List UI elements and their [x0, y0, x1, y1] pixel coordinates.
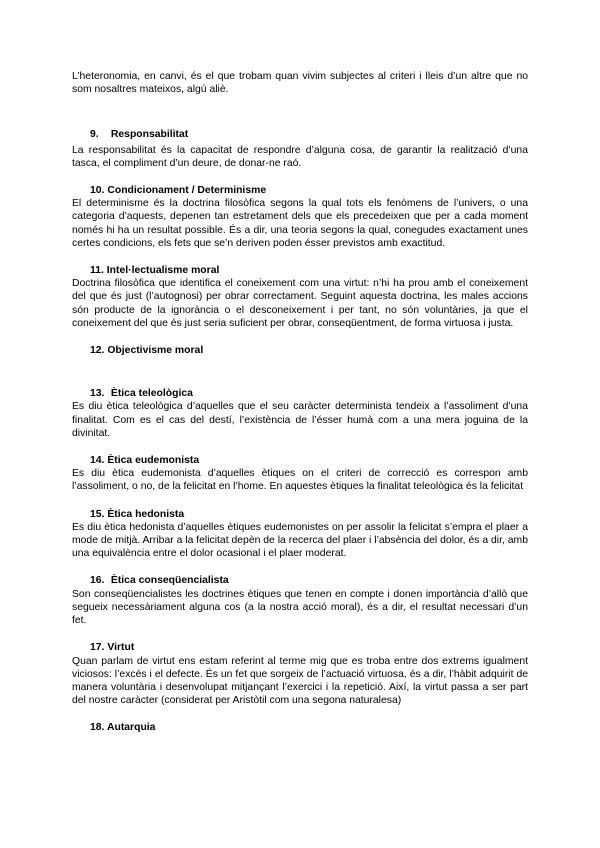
section-heading [72, 128, 528, 141]
section-title: Objectivisme moral [107, 345, 204, 357]
section-body: El determinisme és la doctrina filosòfica segons la qual tots els fenòmens de l’univers, o una categoria d’aquests, depenen tan estretament dels que els precedeixen que per a cada moment només hi ha un resultat possible. És a dir, una teoria segons la qual, conegudes exactament unes certes condicions, els fets que se’n deriven poden ésser previstos amb exactitud. [72, 198, 528, 249]
section-body: Es diu ètica eudemonista d’aquelles ètiques on el criteri de correcció es correspon amb l’assoliment, o no, de la felicitat en l’home. En aquestes ètiques la finalitat teleològica és la felicitat [72, 468, 528, 493]
section-body: Doctrina filosòfica que identifica el coneixement com una virtut: n’hi ha prou amb el coneixement del que és just (l’autognosi) per obrar correctament. Seguint aquesta doctrina, les males accions són producte de la ignorància o el desconeixement i per tant, no són voluntàries, ja que el coneixement del que és just seria suficient per obrar, conseqüentment, de forma virtuosa i justa. [72, 278, 528, 329]
section-title: Autarquia [106, 722, 156, 734]
section-body: Es diu ètica teleològica d’aquelles que el seu caràcter determinista tendeix a l’assoliment d’una finalitat. Com es el cas del destí, l’existència de l’ésser humà com a una mera joguina de la divinitat. [72, 401, 528, 439]
section-heading [72, 574, 528, 587]
section-number: 18. [90, 722, 105, 734]
section-heading [72, 508, 528, 521]
section-determinisme [72, 184, 528, 250]
section-responsabilitat [72, 128, 528, 170]
section-body: Son conseqüencialistes les doctrines ètiques que tenen en compte i donen importància d’allò que segueix necessàriament alguna cos (a la nostra acció moral), és a dir, el resultat necessari d’un fet. [72, 588, 528, 627]
section-title: Intel·lectualisme moral [106, 265, 220, 277]
section-heading [72, 184, 528, 197]
section-heading [72, 264, 528, 277]
section-title: Ètica teleològica [110, 388, 193, 400]
section-title: Virtut [107, 642, 135, 654]
section-objectivisme [72, 344, 528, 357]
section-autarquia [72, 721, 528, 734]
section-number: 10. [90, 185, 105, 197]
section-title: Condicionament / Determinisme [107, 185, 267, 197]
section-title: Ètica conseqüencialista [110, 575, 229, 587]
section-title: Ètica eudemonista [107, 455, 200, 467]
section-etica-teleologica [72, 387, 528, 440]
section-etica-hedonista [72, 508, 528, 561]
section-body: La responsabilitat és la capacitat de respondre d’alguna cosa, de garantir la realització d’una tasca, el compliment d’un deure, de donar-ne raó. [72, 144, 528, 169]
section-number: 15. [90, 508, 105, 520]
section-heading [72, 641, 528, 654]
section-number: 11. [90, 265, 104, 277]
section-title: Ètica hedonista [107, 508, 185, 520]
section-heading [72, 344, 528, 357]
section-number: 9. [90, 129, 99, 141]
section-body: Quan parlam de virtut ens estam referint al terme mig que es troba entre dos extrems igualment viciosos: l’excés i el defecte. És un fet que sorgeix de l’actuació virtuosa, és a dir, l’hàbit adquirit de manera voluntària i desenvolupat mitjançant l’exercici i la repetició. Així, la virtut passa a ser part del nostre caràcter (considerat per Aristòtil com una segona naturalesa) [72, 655, 528, 707]
section-number: 13. [90, 388, 105, 400]
section-etica-eudemonista [72, 454, 528, 494]
section-heading [72, 387, 528, 400]
section-number: 14. [90, 455, 105, 467]
section-intellectualisme [72, 264, 528, 330]
section-heading [72, 721, 528, 734]
section-heading [72, 454, 528, 467]
section-number: 16. [90, 575, 105, 587]
intro-paragraph: L’heteronomia, en canvi, és el que trobam quan vivim subjectes al criteri i lleis d’un altre que no som nosaltres mateixos, algú aliè. [72, 71, 528, 96]
document-content [72, 70, 528, 749]
section-number: 17. [90, 642, 105, 654]
section-etica-consequencialista [72, 574, 528, 627]
section-title: Responsabilitat [110, 129, 189, 141]
section-body: Es diu ètica hedonista d’aquelles ètiques eudemonistes on per assolir la felicitat s’empra el plaer a mode de mitjà. Arribar a la felicitat depèn de la recerca del plaer i l’absència del dolor, és a dir, amb una equivalència entre el dolor ocasional i el plaer moderat. [72, 521, 528, 560]
section-virtut [72, 641, 528, 707]
section-number: 12. [90, 345, 105, 357]
